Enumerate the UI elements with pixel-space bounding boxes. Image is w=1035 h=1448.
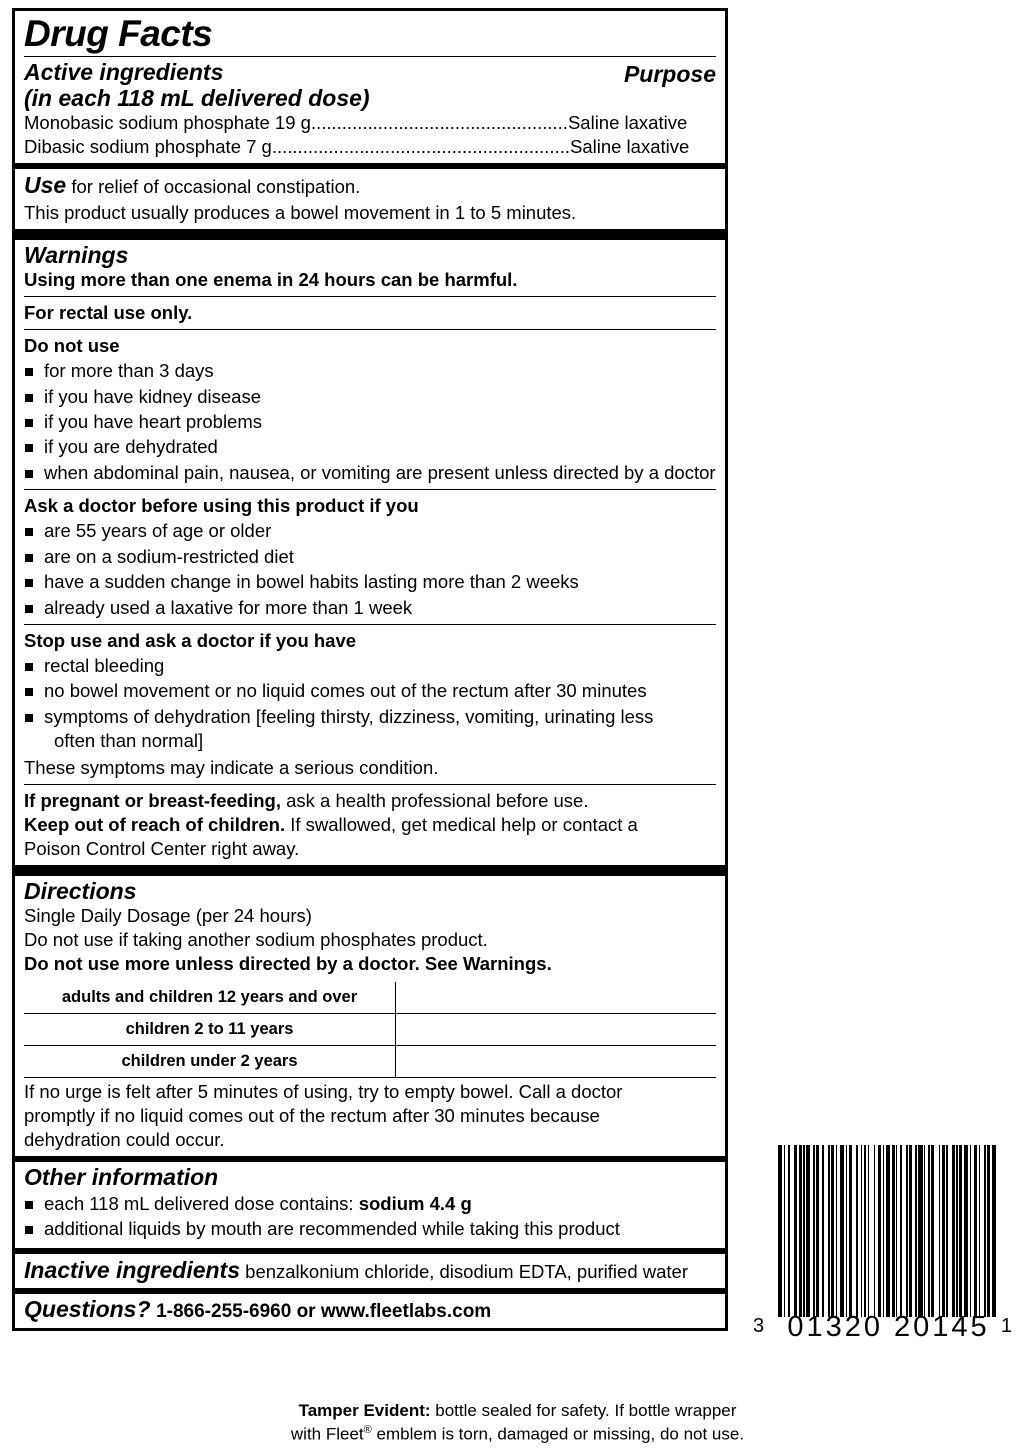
purpose-heading: Purpose [623, 60, 716, 87]
dose-group: children under 2 years [24, 1046, 396, 1078]
warnings-heading: Warnings [24, 241, 129, 268]
dose-amount [396, 1046, 717, 1078]
divider [24, 56, 716, 57]
do-not-use-list [24, 359, 716, 485]
questions-section [15, 1294, 725, 1328]
use-section [15, 169, 725, 229]
section-divider-bar [15, 865, 725, 876]
directions-line-2: Do not use if taking another sodium phosphates product. [24, 929, 488, 951]
dose-amount [396, 1014, 717, 1046]
active-ingredients-dose-label: (in each 118 mL delivered dose) [24, 84, 370, 111]
directions-footnote-3: dehydration could occur. [24, 1129, 225, 1151]
ask-doctor-heading: Ask a doctor before using this product if you [24, 495, 419, 517]
list-item: rectal bleeding [24, 654, 716, 678]
ingredient-row [24, 111, 716, 135]
active-ingredients-header [24, 60, 716, 112]
ingredient-purpose: Saline laxative [567, 112, 688, 134]
page-title: Drug Facts [24, 13, 213, 54]
ingredient-name: Dibasic sodium phosphate 7 g [24, 136, 272, 158]
inactive-ingredients-text: benzalkonium chloride, disodium EDTA, purified water [245, 1260, 688, 1282]
list-item: when abdominal pain, nausea, or vomiting are present unless directed by a doctor [24, 461, 716, 485]
other-information-heading: Other information [24, 1164, 219, 1191]
sodium-content-label: each 118 mL delivered dose contains: [44, 1192, 354, 1214]
do-not-use-heading: Do not use [24, 335, 120, 357]
directions-section [15, 876, 725, 1157]
other-information-section [15, 1162, 725, 1247]
inactive-ingredients-section [15, 1254, 725, 1289]
questions-heading: Questions? [24, 1296, 151, 1323]
list-item: if you have heart problems [24, 410, 716, 434]
divider [24, 489, 716, 490]
directions-line-3: Do not use more unless directed by a doctor. See Warnings. [24, 953, 552, 975]
directions-heading: Directions [24, 877, 137, 904]
list-item: are on a sodium-restricted diet [24, 545, 716, 569]
footer-text: bottle sealed for safety. If bottle wrapper [435, 1401, 737, 1420]
list-item: already used a laxative for more than 1 week [24, 596, 716, 620]
table-row [24, 982, 716, 1014]
warning-rectal-use: For rectal use only. [24, 302, 193, 324]
divider [24, 329, 716, 330]
inactive-ingredients-heading: Inactive ingredients [24, 1256, 241, 1283]
pregnancy-warning-bold: If pregnant or breast-feeding, [24, 789, 281, 811]
dosage-table [24, 982, 716, 1078]
directions-line-1: Single Daily Dosage (per 24 hours) [24, 905, 312, 927]
barcode-left-digit: 3 [753, 1315, 765, 1337]
use-text: for relief of occasional constipation. [71, 175, 361, 197]
divider [24, 784, 716, 785]
registered-mark: ® [363, 1423, 372, 1436]
list-item: no bowel movement or no liquid comes out of the rectum after 30 minutes [24, 679, 716, 703]
stop-use-list [24, 654, 716, 754]
serious-condition-note: These symptoms may indicate a serious condition. [24, 756, 439, 778]
ingredient-row [24, 135, 716, 159]
list-item: have a sudden change in bowel habits lasting more than 2 weeks [24, 570, 716, 594]
directions-footnote-2: promptly if no liquid comes out of the rectum after 30 minutes because [24, 1105, 600, 1127]
list-item: additional liquids by mouth are recommended while taking this product [24, 1217, 716, 1241]
sodium-content-value: sodium 4.4 g [358, 1192, 472, 1214]
footer-line-2 [0, 1423, 1035, 1447]
barcode-right-digit: 1 [1000, 1315, 1012, 1337]
barcode-main-digits: 01320 20145 [787, 1311, 990, 1343]
list-item: are 55 years of age or older [24, 519, 716, 543]
dose-group: adults and children 12 years and over [24, 982, 396, 1014]
warning-harmful: Using more than one enema in 24 hours can be harmful. [24, 269, 518, 291]
leader-dots: .......................................................... [271, 136, 570, 158]
section-divider-bar [15, 229, 725, 240]
ask-doctor-list [24, 519, 716, 620]
table-row [24, 1046, 716, 1078]
pregnancy-warning [24, 789, 716, 813]
use-heading: Use [24, 171, 67, 198]
questions-contact: 1-866-255-6960 or www.fleetlabs.com [156, 1301, 492, 1323]
warnings-section [15, 240, 725, 865]
inactive-ingredients-line [24, 1256, 716, 1285]
leader-dots: .................................................. [310, 112, 568, 134]
dose-group: children 2 to 11 years [24, 1014, 396, 1046]
footer-text-2a: with Fleet [290, 1424, 364, 1444]
children-warning-text: If swallowed, get medical help or contact a [290, 813, 638, 835]
barcode-bars [778, 1145, 998, 1317]
children-warning [24, 813, 716, 837]
footer-note [0, 1400, 1035, 1447]
footer-line-1 [0, 1400, 1035, 1423]
children-warning-bold: Keep out of reach of children. [24, 813, 286, 835]
ingredient-name: Monobasic sodium phosphate 19 g [24, 112, 311, 134]
questions-line [24, 1296, 716, 1324]
directions-footnote-1: If no urge is felt after 5 minutes of using, try to empty bowel. Call a doctor [24, 1081, 623, 1103]
ingredient-purpose: Saline laxative [569, 136, 690, 158]
drug-facts-panel [12, 8, 728, 1331]
footer-text-2b: emblem is torn, damaged or missing, do not use. [376, 1424, 745, 1444]
divider [24, 624, 716, 625]
barcode [750, 1145, 1012, 1355]
children-warning-line2: Poison Control Center right away. [24, 837, 300, 859]
divider [24, 296, 716, 297]
list-item: if you are dehydrated [24, 435, 716, 459]
footer-label: Tamper Evident: [298, 1401, 431, 1420]
table-row [24, 1014, 716, 1046]
title-section [15, 11, 725, 163]
list-item [24, 1192, 716, 1216]
use-line [24, 171, 716, 201]
list-item: if you have kidney disease [24, 385, 716, 409]
list-item-line1: symptoms of dehydration [feeling thirsty, dizziness, vomiting, urinating less [44, 705, 654, 727]
pregnancy-warning-text: ask a health professional before use. [286, 789, 589, 811]
stop-use-heading: Stop use and ask a doctor if you have [24, 629, 357, 651]
list-item [24, 705, 716, 754]
list-item-line2: often than normal] [54, 730, 204, 752]
use-line-2: This product usually produces a bowel movement in 1 to 5 minutes. [24, 201, 577, 223]
list-item: for more than 3 days [24, 359, 716, 383]
dose-amount [396, 982, 717, 1014]
active-ingredients-label: Active ingredients [24, 58, 224, 85]
active-ingredients-heading [24, 60, 370, 112]
other-information-list [24, 1192, 716, 1242]
